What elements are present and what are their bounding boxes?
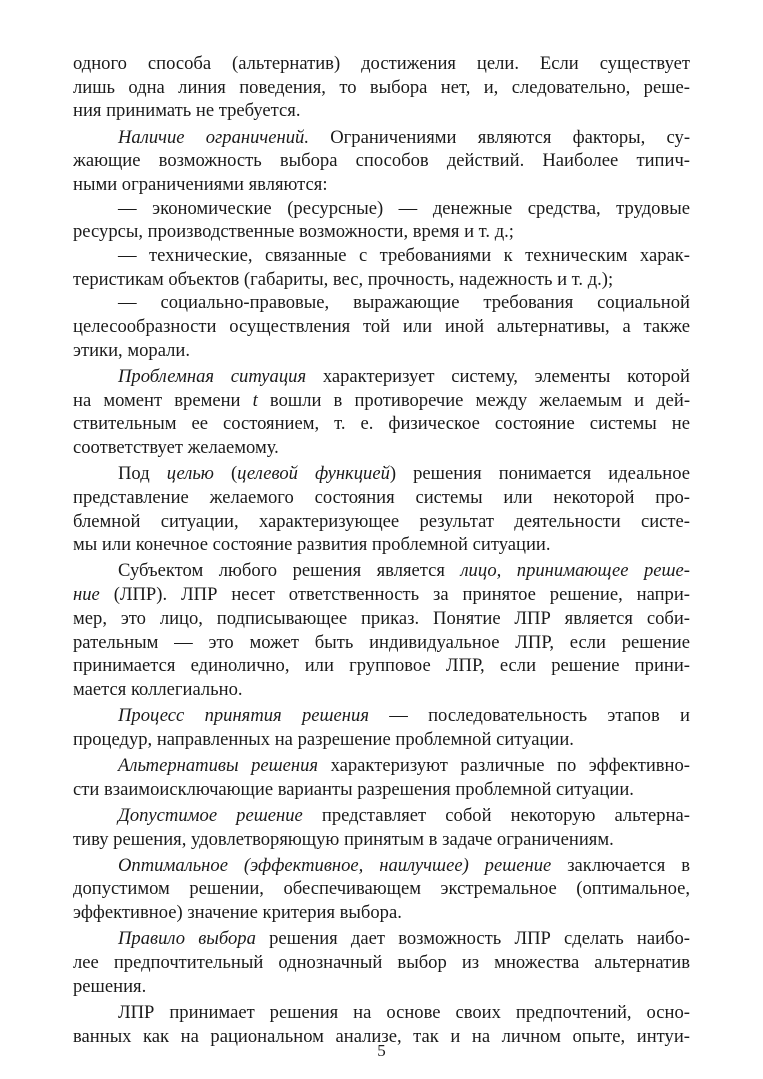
- text-line: [73, 149, 690, 173]
- text-line: [73, 436, 690, 460]
- text-run: эффективное) значение критерия выбора.: [73, 902, 402, 924]
- text-line: [73, 728, 690, 752]
- text-line: [73, 220, 690, 244]
- text-run: представляет собой некоторую альтерна-: [302, 804, 690, 826]
- text-run: мается коллегиально.: [73, 678, 243, 700]
- italic-term: целью: [166, 463, 214, 485]
- text-line: [73, 607, 690, 631]
- text-run: характеризует систему, элементы которой: [306, 365, 690, 387]
- italic-term: лицо, принимающее реше-: [460, 560, 690, 582]
- text-line: [73, 197, 690, 221]
- text-line: [73, 99, 690, 123]
- text-run: ) решения понимается идеальное: [389, 463, 690, 485]
- text-run: блемной ситуации, характеризующее результат деятельности систе-: [73, 510, 690, 532]
- text-line: [73, 901, 690, 925]
- italic-term: Оптимальное (эффективное, наилучшее) решение: [118, 854, 552, 876]
- text-run: (: [213, 463, 238, 485]
- text-line: [73, 533, 690, 557]
- italic-term: Правило выбора: [118, 928, 256, 950]
- text-line: [73, 268, 690, 292]
- text-line: [73, 76, 690, 100]
- italic-term: t: [252, 389, 258, 411]
- text-run: этики, морали.: [73, 339, 190, 361]
- text-line: [73, 678, 690, 702]
- text-line: [73, 486, 690, 510]
- text-run: — технические, связанные с требованиями к техническим харак-: [118, 245, 690, 266]
- text-line: [73, 704, 690, 728]
- text-line: [73, 631, 690, 655]
- text-line: [73, 654, 690, 678]
- text-run: Субъектом любого решения является: [118, 560, 461, 582]
- text-line: [73, 389, 690, 413]
- text-line: [73, 339, 690, 363]
- text-line: [73, 126, 690, 150]
- text-run: представление желаемого состояния системы или некоторой про-: [73, 486, 690, 508]
- text-run: сти взаимоисключающие варианты разрешения проблемной ситуации.: [73, 778, 634, 800]
- text-run: процедур, направленных на разрешение проблемной ситуации.: [73, 728, 574, 750]
- text-run: Под: [118, 463, 167, 485]
- text-run: заключается в: [551, 854, 690, 876]
- text-line: [73, 510, 690, 534]
- text-line: [73, 412, 690, 436]
- text-line: [73, 173, 690, 197]
- text-line: [73, 975, 690, 999]
- text-line: [73, 877, 690, 901]
- text-run: — социально-правовые, выражающие требования социальной: [118, 292, 690, 314]
- body-text: [73, 52, 690, 1048]
- text-run: ствительным ее состоянием, т. е. физическое состояние системы не: [73, 413, 690, 435]
- text-run: ванных как на рациональном анализе, так и на личном опыте, интуи-: [73, 1025, 690, 1047]
- text-run: рательным — это может быть индивидуальное ЛПР, если решение: [73, 631, 690, 653]
- text-run: решения дает возможность ЛПР сделать наибо-: [255, 928, 690, 950]
- text-line: [73, 804, 690, 828]
- italic-term: Процесс принятия решения: [118, 705, 369, 727]
- italic-term: ние: [73, 584, 100, 606]
- text-line: [73, 828, 690, 852]
- text-run: допустимом решении, обеспечивающем экстремальное (оптимальное,: [73, 878, 690, 900]
- text-run: одного способа (альтернатив) достижения цели. Если существует: [73, 53, 690, 74]
- text-run: характеризуют различные по эффективно-: [318, 754, 690, 776]
- text-run: — последовательность этапов и: [368, 705, 690, 727]
- text-line: [73, 854, 690, 878]
- text-run: лишь одна линия поведения, то выбора нет, и, следовательно, реше-: [73, 76, 690, 98]
- text-line: [73, 1001, 690, 1025]
- text-run: мы или конечное состояние развития проблемной ситуации.: [73, 534, 551, 556]
- text-line: [73, 778, 690, 802]
- italic-term: целевой функцией: [237, 463, 390, 485]
- text-run: вошли в противоречие между желаемым и дей-: [257, 389, 690, 411]
- text-run: теристикам объектов (габариты, вес, прочность, надежность и т. д.);: [73, 268, 614, 290]
- text-line: [73, 244, 690, 268]
- text-run: ЛПР принимает решения на основе своих предпочтений, осно-: [118, 1001, 690, 1023]
- text-line: [73, 951, 690, 975]
- text-line: [73, 754, 690, 778]
- text-line: [73, 52, 690, 76]
- text-run: решения.: [73, 975, 147, 997]
- page-number: 5: [377, 1041, 386, 1060]
- text-run: (ЛПР). ЛПР несет ответственность за принятое решение, напри-: [99, 584, 690, 606]
- text-line: [73, 315, 690, 339]
- text-run: Ограничениями являются факторы, су-: [309, 126, 690, 148]
- italic-term: Допустимое решение: [118, 804, 303, 826]
- text-line: [73, 583, 690, 607]
- text-line: [73, 462, 690, 486]
- italic-term: Наличие ограничений.: [118, 126, 310, 148]
- text-line: [73, 559, 690, 583]
- text-run: мер, это лицо, подписывающее приказ. Понятие ЛПР является соби-: [73, 607, 690, 629]
- text-run: целесообразности осуществления той или иной альтернативы, а также: [73, 316, 690, 338]
- text-run: лее предпочтительный однозначный выбор из множества альтернатив: [73, 951, 690, 973]
- text-line: [73, 291, 690, 315]
- text-run: ными ограничениями являются:: [73, 173, 328, 195]
- italic-term: Альтернативы решения: [118, 754, 319, 776]
- text-run: соответствует желаемому.: [73, 437, 279, 458]
- text-run: принимается единолично, или групповое ЛПР, если решение прини-: [73, 655, 690, 677]
- text-run: ресурсы, производственные возможности, время и т. д.;: [73, 221, 514, 243]
- text-run: ния принимать не требуется.: [73, 100, 301, 122]
- text-line: [73, 365, 690, 389]
- italic-term: Проблемная ситуация: [118, 365, 307, 387]
- text-run: на момент времени: [73, 389, 253, 411]
- text-run: жающие возможность выбора способов действий. Наиболее типич-: [73, 150, 690, 172]
- text-run: — экономические (ресурсные) — денежные средства, трудовые: [118, 197, 690, 219]
- text-run: тиву решения, удовлетворяющую принятым в задаче ограничениям.: [73, 828, 614, 850]
- text-line: [73, 927, 690, 951]
